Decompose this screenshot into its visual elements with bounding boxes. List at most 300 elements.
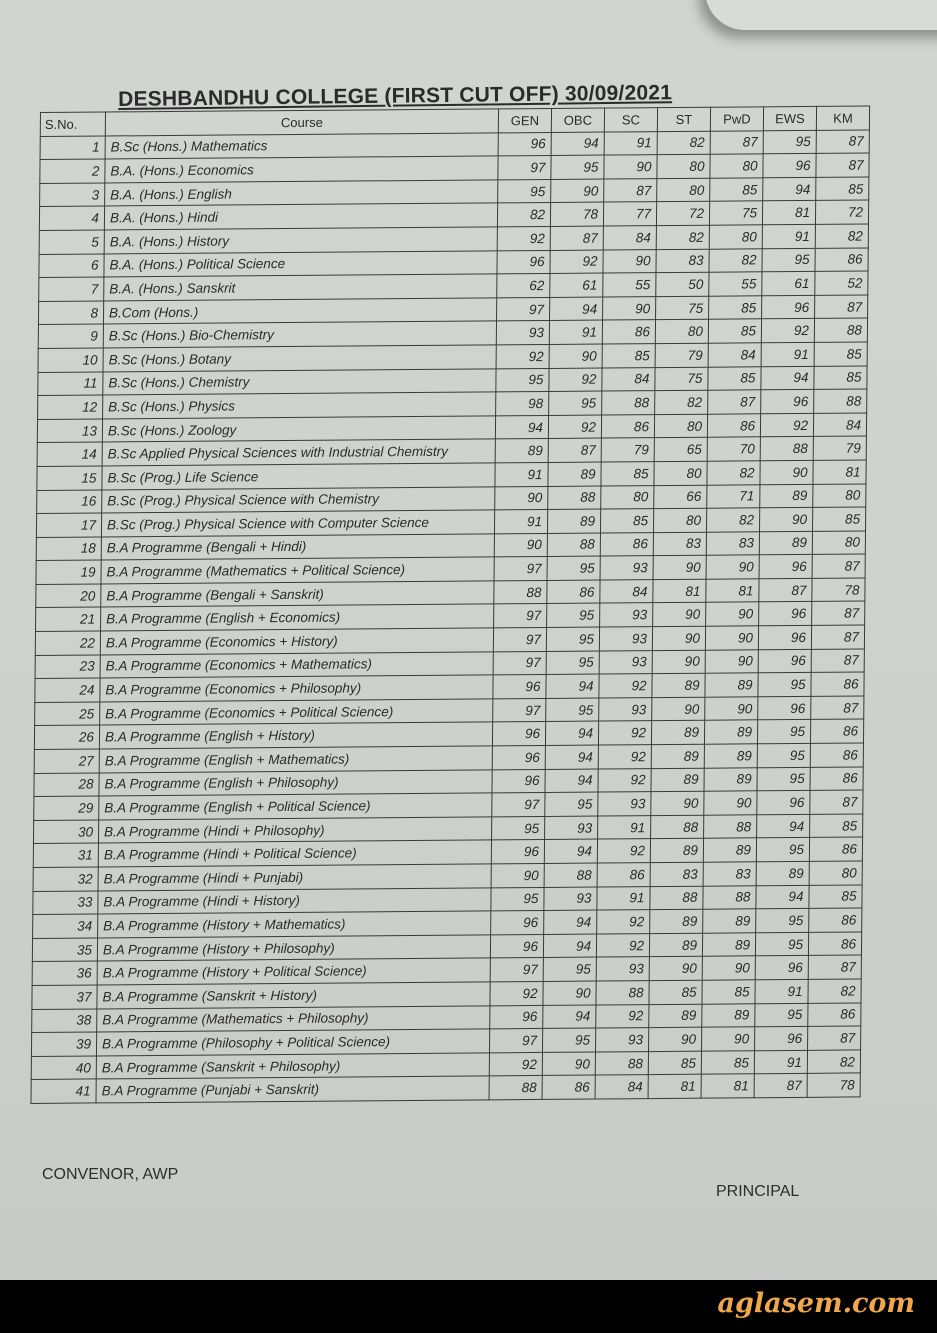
column-header-st: ST [657,107,710,131]
cutoff-st: 80 [654,461,707,485]
row-sno: 17 [36,513,101,537]
cutoff-pwd: 90 [706,555,759,579]
cutoff-sc: 80 [601,485,654,509]
row-sno: 23 [35,655,100,679]
cutoff-st: 80 [657,154,710,178]
cutoff-sc: 90 [603,249,656,273]
cutoff-sc: 84 [595,1075,648,1099]
cutoff-obc: 94 [551,132,604,156]
cutoff-st: 90 [652,626,705,650]
row-course: B.A Programme (Sanskrit + History) [97,982,490,1009]
cutoff-obc: 78 [550,202,603,226]
cutoff-pwd: 90 [704,791,757,815]
cutoff-ews: 61 [762,272,815,296]
row-course: B.Sc (Prog.) Physical Science with Computer Science [101,510,494,537]
cutoff-km: 85 [809,885,862,909]
cutoff-pwd: 71 [707,484,760,508]
cutoff-pwd: 89 [704,720,757,744]
cutoff-obc: 88 [548,486,601,510]
cutoff-km: 86 [810,767,863,791]
cutoff-gen: 88 [494,580,547,604]
row-course: B.A Programme (Mathematics + Political Science) [101,557,494,584]
cutoff-sc: 92 [598,768,651,792]
row-sno: 32 [33,867,98,891]
cutoff-st: 89 [650,909,703,933]
cutoff-sc: 93 [599,627,652,651]
row-course: B.A. (Hons.) Hindi [104,203,497,230]
row-course: B.Sc (Prog.) Physical Science with Chemistry [102,486,495,513]
cutoff-ews: 95 [755,1003,808,1027]
cutoff-table [30,105,870,1103]
cutoff-gen: 97 [493,698,546,722]
cutoff-st: 72 [656,202,709,226]
row-sno: 39 [31,1032,96,1056]
cutoff-pwd: 82 [709,248,762,272]
cutoff-obc: 88 [547,533,600,557]
cutoff-sc: 77 [603,202,656,226]
cutoff-obc: 92 [549,368,602,392]
cutoff-km: 87 [808,1026,861,1050]
cutoff-obc: 87 [548,438,601,462]
cutoff-obc: 94 [545,745,598,769]
cutoff-st: 89 [649,1004,702,1028]
cutoff-obc: 90 [551,179,604,203]
cutoff-st: 85 [649,980,702,1004]
cutoff-km: 79 [813,436,866,460]
cutoff-obc: 91 [549,320,602,344]
cutoff-km: 80 [813,483,866,507]
cutoff-km: 87 [811,696,864,720]
cutoff-pwd: 81 [701,1074,754,1098]
cutoff-st: 89 [650,839,703,863]
document-title: DESHBANDHU COLLEGE (FIRST CUT OFF) 30/09/2021 [118,81,673,111]
cutoff-ews: 95 [757,720,810,744]
cutoff-sc: 90 [604,155,657,179]
cutoff-sc: 92 [597,839,650,863]
row-course: B.A Programme (Economics + Political Science) [100,699,493,726]
cutoff-gen: 89 [495,439,548,463]
cutoff-pwd: 87 [708,390,761,414]
cutoff-st: 81 [648,1075,701,1099]
row-sno: 41 [31,1079,96,1103]
column-header-sc: SC [604,108,657,132]
cutoff-obc: 90 [549,344,602,368]
cutoff-st: 83 [653,532,706,556]
cutoff-sc: 86 [597,863,650,887]
cutoff-sc: 92 [597,910,650,934]
cutoff-sc: 88 [596,981,649,1005]
row-course: B.Sc (Hons.) Mathematics [105,132,498,159]
cutoff-pwd: 83 [706,531,759,555]
cutoff-km: 72 [815,200,868,224]
cutoff-ews: 91 [762,224,815,248]
cutoff-obc: 94 [545,721,598,745]
cutoff-st: 80 [654,414,707,438]
cutoff-sc: 93 [596,1028,649,1052]
cutoff-pwd: 80 [709,225,762,249]
cutoff-pwd: 75 [709,201,762,225]
cutoff-st: 65 [654,438,707,462]
cutoff-km: 86 [810,719,863,743]
cutoff-ews: 96 [759,602,812,626]
cutoff-obc: 95 [547,604,600,628]
cutoff-sc: 91 [598,815,651,839]
cutoff-ews: 96 [763,154,816,178]
cutoff-pwd: 87 [710,130,763,154]
cutoff-gen: 90 [495,486,548,510]
row-sno: 31 [33,843,98,867]
cutoff-gen: 97 [490,958,543,982]
cutoff-ews: 87 [759,578,812,602]
cutoff-pwd: 90 [705,697,758,721]
cutoff-gen: 95 [498,179,551,203]
cutoff-pwd: 90 [702,1027,755,1051]
cutoff-ews: 96 [755,956,808,980]
cutoff-obc: 92 [550,250,603,274]
cutoff-gen: 98 [496,392,549,416]
cutoff-st: 83 [650,862,703,886]
cutoff-ews: 96 [758,696,811,720]
cutoff-km: 82 [815,224,868,248]
row-sno: 34 [33,914,98,938]
cutoff-obc: 94 [543,934,596,958]
cutoff-sc: 90 [603,296,656,320]
cutoff-obc: 94 [543,1005,596,1029]
cutoff-pwd: 70 [707,437,760,461]
cutoff-km: 87 [808,955,861,979]
cutoff-km: 88 [814,389,867,413]
cutoff-pwd: 55 [709,272,762,296]
cutoff-km: 86 [811,672,864,696]
cutoff-sc: 92 [598,745,651,769]
cutoff-pwd: 88 [704,815,757,839]
row-course: B.Sc (Hons.) Physics [103,392,496,419]
cutoff-ews: 96 [758,625,811,649]
cutoff-sc: 55 [603,273,656,297]
cutoff-sc: 84 [603,226,656,250]
cutoff-pwd: 88 [703,885,756,909]
cutoff-gen: 91 [494,510,547,534]
cutoff-obc: 95 [546,698,599,722]
cutoff-ews: 94 [757,814,810,838]
row-sno: 28 [34,773,99,797]
row-sno: 16 [37,489,102,513]
cutoff-sc: 79 [601,438,654,462]
cutoff-gen: 96 [497,250,550,274]
column-header-sno: S.No. [40,112,105,136]
cutoff-pwd: 83 [703,862,756,886]
cutoff-gen: 95 [492,816,545,840]
cutoff-st: 82 [655,390,708,414]
row-sno: 7 [39,277,104,301]
cutoff-gen: 97 [494,604,547,628]
row-course: B.A Programme (Bengali + Hindi) [101,534,494,561]
row-course: B.A. (Hons.) Political Science [104,250,497,277]
cutoff-sc: 92 [596,1004,649,1028]
cutoff-pwd: 85 [708,366,761,390]
cutoff-ews: 95 [756,909,809,933]
cutoff-gen: 97 [493,628,546,652]
cutoff-gen: 96 [491,911,544,935]
cutoff-gen: 97 [493,651,546,675]
row-course: B.Sc (Hons.) Chemistry [103,368,496,395]
cutoff-ews: 96 [757,791,810,815]
cutoff-pwd: 82 [707,461,760,485]
cutoff-ews: 94 [756,885,809,909]
cutoff-ews: 96 [759,555,812,579]
cutoff-km: 87 [815,295,868,319]
cutoff-st: 75 [655,367,708,391]
cutoff-ews: 96 [762,295,815,319]
cutoff-obc: 94 [550,297,603,321]
cutoff-st: 90 [652,697,705,721]
cutoff-ews: 95 [757,767,810,791]
cutoff-km: 85 [814,366,867,390]
cutoff-st: 90 [653,555,706,579]
cutoff-km: 80 [809,861,862,885]
cutoff-ews: 95 [757,743,810,767]
row-sno: 40 [31,1056,96,1080]
cutoff-obc: 95 [546,627,599,651]
row-course: B.A Programme (Hindi + Philosophy) [98,817,491,844]
cutoff-obc: 89 [547,509,600,533]
cutoff-km: 78 [812,578,865,602]
cutoff-sc: 93 [599,697,652,721]
cutoff-pwd: 89 [704,767,757,791]
cutoff-sc: 93 [600,603,653,627]
cutoff-ews: 87 [754,1074,807,1098]
cutoff-pwd: 85 [710,178,763,202]
row-sno: 36 [32,961,97,985]
cutoff-gen: 62 [497,274,550,298]
cutoff-obc: 88 [544,863,597,887]
row-course: B.A Programme (English + Mathematics) [99,746,492,773]
cutoff-km: 78 [807,1073,860,1097]
row-sno: 10 [38,348,103,372]
cutoff-obc: 95 [549,391,602,415]
cutoff-sc: 85 [602,344,655,368]
row-sno: 6 [39,254,104,278]
row-sno: 37 [32,985,97,1009]
cutoff-sc: 92 [599,674,652,698]
cutoff-st: 66 [654,485,707,509]
cutoff-st: 89 [651,744,704,768]
cutoff-gen: 90 [491,863,544,887]
row-course: B.A Programme (Hindi + History) [98,887,491,914]
cutoff-obc: 61 [550,273,603,297]
cutoff-ews: 96 [761,390,814,414]
cutoff-pwd: 80 [710,154,763,178]
cutoff-obc: 93 [545,816,598,840]
cutoff-km: 85 [814,342,867,366]
cutoff-st: 88 [650,886,703,910]
cutoff-sc: 86 [602,320,655,344]
row-course: B.A Programme (History + Mathematics) [98,911,491,938]
cutoff-st: 90 [653,603,706,627]
cutoff-st: 80 [657,178,710,202]
cutoff-sc: 85 [600,509,653,533]
cutoff-obc: 94 [545,769,598,793]
cutoff-st: 90 [649,957,702,981]
row-sno: 13 [37,419,102,443]
cutoff-gen: 92 [497,226,550,250]
cutoff-sc: 84 [600,580,653,604]
cutoff-ews: 89 [760,484,813,508]
cutoff-pwd: 90 [706,602,759,626]
cutoff-gen: 92 [489,1052,542,1076]
cutoff-obc: 94 [544,910,597,934]
row-sno: 38 [32,1009,97,1033]
cutoff-km: 87 [810,790,863,814]
cutoff-sc: 92 [598,721,651,745]
cutoff-gen: 96 [493,675,546,699]
row-course: B.A Programme (Bengali + Sanskrit) [101,581,494,608]
row-sno: 29 [34,796,99,820]
background-object [705,0,937,30]
row-sno: 25 [35,702,100,726]
cutoff-st: 85 [648,1051,701,1075]
cutoff-st: 90 [651,791,704,815]
cutoff-km: 81 [813,460,866,484]
cutoff-km: 52 [815,271,868,295]
cutoff-st: 90 [649,1027,702,1051]
cutoff-gen: 93 [496,321,549,345]
row-course: B.A Programme (Economics + History) [100,628,493,655]
cutoff-sc: 93 [599,650,652,674]
row-sno: 3 [40,183,105,207]
row-sno: 18 [36,537,101,561]
row-course: B.A Programme (Punjabi + Sanskrit) [96,1076,489,1103]
row-course: B.A Programme (English + Economics) [101,604,494,631]
cutoff-st: 90 [652,650,705,674]
cutoff-st: 50 [656,272,709,296]
cutoff-obc: 93 [544,887,597,911]
cutoff-km: 82 [807,1050,860,1074]
cutoff-gen: 97 [494,557,547,581]
row-course: B.A. (Hons.) English [105,180,498,207]
row-course: B.A Programme (Mathematics + Philosophy) [97,1005,490,1032]
row-sno: 26 [34,725,99,749]
cutoff-km: 87 [811,625,864,649]
cutoff-st: 83 [656,249,709,273]
cutoff-km: 85 [813,507,866,531]
cutoff-km: 82 [808,979,861,1003]
row-course: B.A Programme (History + Political Science) [97,958,490,985]
cutoff-gen: 92 [490,981,543,1005]
cutoff-sc: 86 [601,414,654,438]
cutoff-gen: 90 [494,533,547,557]
cutoff-gen: 96 [491,840,544,864]
cutoff-pwd: 85 [708,319,761,343]
row-sno: 2 [40,159,105,183]
cutoff-ews: 89 [759,531,812,555]
row-course: B.A Programme (English + History) [99,722,492,749]
row-sno: 27 [34,749,99,773]
column-header-obc: OBC [551,108,604,132]
cutoff-obc: 90 [543,981,596,1005]
cutoff-km: 85 [810,814,863,838]
cutoff-ews: 90 [760,507,813,531]
cutoff-obc: 95 [551,155,604,179]
cutoff-gen: 91 [495,462,548,486]
row-sno: 35 [32,938,97,962]
row-sno: 19 [36,560,101,584]
cutoff-pwd: 90 [702,956,755,980]
column-header-ews: EWS [763,106,816,130]
column-header-course: Course [105,109,498,136]
cutoff-sc: 86 [600,532,653,556]
row-course: B.A Programme (Economics + Philosophy) [100,675,493,702]
cutoff-km: 84 [813,413,866,437]
row-course: B.A Programme (English + Political Science) [99,793,492,820]
row-course: B.A Programme (Hindi + Political Science) [98,840,491,867]
cutoff-pwd: 85 [702,980,755,1004]
cutoff-km: 86 [815,248,868,272]
cutoff-obc: 90 [542,1052,595,1076]
row-course: B.A. (Hons.) Economics [105,156,498,183]
cutoff-obc: 87 [550,226,603,250]
cutoff-st: 89 [651,721,704,745]
cutoff-st: 79 [655,343,708,367]
cutoff-obc: 89 [548,462,601,486]
cutoff-ews: 89 [756,861,809,885]
cutoff-gen: 92 [496,344,549,368]
cutoff-gen: 97 [492,793,545,817]
cutoff-km: 87 [816,153,869,177]
cutoff-sc: 88 [602,391,655,415]
row-sno: 5 [39,230,104,254]
cutoff-pwd: 90 [705,649,758,673]
row-sno: 8 [38,301,103,325]
cutoff-ews: 95 [758,673,811,697]
cutoff-obc: 92 [548,415,601,439]
row-course: B.Sc Applied Physical Sciences with Industrial Chemistry [102,439,495,466]
cutoff-km: 87 [811,649,864,673]
cutoff-ews: 94 [763,177,816,201]
cutoff-pwd: 85 [709,296,762,320]
cutoff-gen: 95 [496,368,549,392]
row-course: B.A Programme (Hindi + Punjabi) [98,864,491,891]
cutoff-ews: 94 [761,366,814,390]
row-sno: 24 [35,678,100,702]
cutoff-gen: 96 [498,132,551,156]
cutoff-pwd: 89 [703,838,756,862]
cutoff-gen: 82 [497,203,550,227]
row-sno: 11 [38,372,103,396]
cutoff-km: 87 [812,601,865,625]
cutoff-sc: 93 [598,792,651,816]
row-sno: 12 [38,395,103,419]
row-sno: 14 [37,442,102,466]
principal-signature-label: PRINCIPAL [716,1183,800,1200]
cutoff-obc: 95 [545,792,598,816]
row-course: B.A Programme (Philosophy + Political Science) [96,1029,489,1056]
cutoff-km: 86 [809,837,862,861]
cutoff-km: 86 [808,932,861,956]
cutoff-pwd: 89 [705,673,758,697]
row-sno: 4 [39,206,104,230]
row-sno: 22 [35,631,100,655]
cutoff-km: 88 [814,318,867,342]
cutoff-st: 80 [655,320,708,344]
cutoff-pwd: 85 [701,1051,754,1075]
cutoff-gen: 94 [495,415,548,439]
cutoff-gen: 96 [490,1005,543,1029]
cutoff-km: 86 [809,908,862,932]
cutoff-st: 89 [652,673,705,697]
column-header-gen: GEN [498,108,551,132]
row-course: B.Sc (Hons.) Bio-Chemistry [103,321,496,348]
